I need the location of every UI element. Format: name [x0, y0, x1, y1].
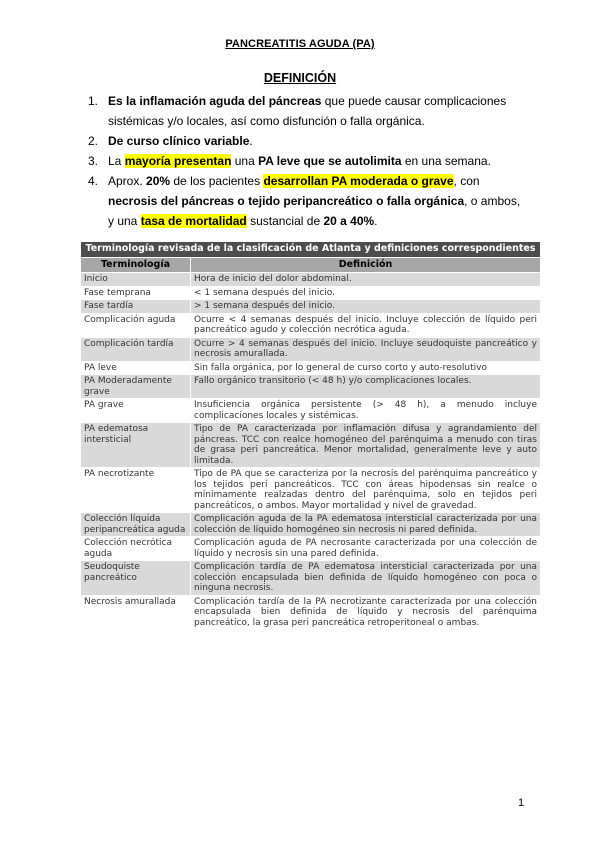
- table-row: [81, 361, 541, 375]
- table-row: [81, 273, 541, 287]
- definition-item-1: [88, 91, 528, 131]
- table-row: [81, 300, 541, 314]
- definition-cell: Complicación tardía de PA edematosa intersticial caracterizada por una colección encapsulada bien definida de líquido homogéneo con poca o ninguna necrosis.: [191, 561, 541, 596]
- table-row: [81, 375, 541, 399]
- term-cell: Complicación aguda: [81, 313, 191, 337]
- table-row: [81, 561, 541, 596]
- definition-cell: Ocurre > 4 semanas después del inicio. Incluye seudoquiste pancreático y necrosis amurallada.: [191, 337, 541, 361]
- term-cell: Complicación tardía: [81, 337, 191, 361]
- table-row: [81, 286, 541, 300]
- table-row: [81, 313, 541, 337]
- term-cell: PA grave: [81, 399, 191, 423]
- text-segment: en una semana.: [401, 154, 491, 168]
- list-line: [108, 91, 528, 111]
- text-segment: , con: [453, 174, 480, 188]
- definition-cell: Complicación tardía de la PA necrotizante caracterizada por una colección encapsulada bien definida de líquido y necrosis del parénquima pancreático, la grasa peri pancreática retroperitoneal o ambas.: [191, 595, 541, 630]
- text-segment: Aprox.: [108, 174, 147, 188]
- definition-list: [88, 91, 528, 231]
- highlighted-text: mayoría presentan: [124, 154, 232, 168]
- text-segment: .: [249, 134, 253, 148]
- list-number: 2.: [88, 134, 99, 148]
- definition-item-2: [88, 131, 528, 151]
- text-segment: de los pacientes: [170, 174, 264, 188]
- table-body: [81, 273, 541, 630]
- text-segment: que puede causar complicaciones: [321, 94, 507, 108]
- list-line: [108, 151, 528, 171]
- highlighted-text: desarrollan PA moderada o grave: [263, 174, 454, 188]
- page-number: 1: [518, 797, 525, 809]
- term-cell: Fase tardía: [81, 300, 191, 314]
- term-cell: Fase temprana: [81, 286, 191, 300]
- list-line: [108, 171, 528, 191]
- table-row: [81, 595, 541, 630]
- table-caption: Terminología revisada de la clasificación de Atlanta y definiciones correspondientes: [81, 242, 541, 258]
- bold-text: De curso clínico variable: [108, 134, 250, 148]
- definition-cell: Insuficiencia orgánica persistente (> 48 h), a menudo incluye complicaciones locales y sistémicas.: [191, 399, 541, 423]
- definition-cell: Tipo de PA caracterizada por inflamación difusa y agrandamiento del páncreas. TCC con realce homogéneo del parénquima a menudo con tiras de grasa peri pancreática. Menor mortalidad, generalmente leve y auto limitada.: [191, 423, 541, 468]
- definition-cell: Fallo orgánico transitorio (< 48 h) y/o complicaciones locales.: [191, 375, 541, 399]
- bold-text: necrosis del páncreas o tejido peripancreático o falla orgánica: [108, 194, 465, 208]
- highlighted-text: tasa de mortalidad: [140, 214, 247, 228]
- bold-text: PA leve que se autolimita: [258, 154, 402, 168]
- list-continuation: [108, 191, 528, 211]
- list-number: 3.: [88, 154, 99, 168]
- term-cell: Colección líquida peripancreática aguda: [81, 513, 191, 537]
- definition-cell: > 1 semana después del inicio.: [191, 300, 541, 314]
- text-segment: una: [231, 154, 259, 168]
- definition-cell: Complicación aguda de PA necrosante caracterizada por una colección de líquido y necrosis sin una pared definida.: [191, 537, 541, 561]
- definition-cell: Tipo de PA que se caracteriza por la necrosis del parénquima pancreático y los tejidos peri pancreáticos. TCC con áreas hipodensas sin realce o mínimamente realzadas dentro del parénquima, solo en tejidos peri pancreáticos, o ambos. Mayor mortalidad y nivel de gravedad.: [191, 468, 541, 513]
- table-row: [81, 399, 541, 423]
- term-cell: PA edematosa intersticial: [81, 423, 191, 468]
- text-segment: .: [374, 214, 378, 228]
- term-cell: PA necrotizante: [81, 468, 191, 513]
- atlanta-table-container: [80, 241, 541, 630]
- term-cell: Necrosis amurallada: [81, 595, 191, 630]
- definition-cell: Hora de inicio del dolor abdominal.: [191, 273, 541, 287]
- definition-cell: < 1 semana después del inicio.: [191, 286, 541, 300]
- list-number: 1.: [88, 94, 99, 108]
- column-header-terminology: Terminología: [81, 257, 191, 273]
- term-cell: Inicio: [81, 273, 191, 287]
- term-cell: Colección necrótica aguda: [81, 537, 191, 561]
- list-continuation: sistémicas y/o locales, así como disfunción o falla orgánica.: [108, 114, 425, 128]
- bold-text: 20 a 40%: [323, 214, 375, 228]
- definition-item-3: [88, 151, 528, 171]
- definition-cell: Ocurre < 4 semanas después del inicio. Incluye colección de líquido peri pancreático agudo y colección necrótica aguda.: [191, 313, 541, 337]
- list-line: [108, 131, 528, 151]
- term-cell: PA Moderadamente grave: [81, 375, 191, 399]
- table-row: [81, 337, 541, 361]
- term-cell: PA leve: [81, 361, 191, 375]
- section-heading: DEFINICIÓN: [263, 71, 337, 85]
- atlanta-classification-table: [80, 241, 541, 630]
- table-row: [81, 423, 541, 468]
- text-segment: sustancial de: [246, 214, 324, 228]
- definition-cell: Complicación aguda de la PA edematosa intersticial caracterizada por una colección de líquido homogéneo sin necrosis ni pared definida.: [191, 513, 541, 537]
- text-segment: La: [108, 154, 125, 168]
- bold-text: Es la inflamación aguda del páncreas: [108, 94, 322, 108]
- bold-text: 20%: [146, 174, 171, 188]
- definition-cell: Sin falla orgánica, por lo general de curso corto y auto-resolutivo: [191, 361, 541, 375]
- column-header-definition: Definición: [191, 257, 541, 273]
- table-row: [81, 468, 541, 513]
- text-segment: y una: [108, 214, 141, 228]
- text-segment: , o ambos,: [464, 194, 521, 208]
- term-cell: Seudoquiste pancreático: [81, 561, 191, 596]
- table-row: [81, 537, 541, 561]
- list-number: 4.: [88, 174, 99, 188]
- definition-item-4: [88, 171, 528, 231]
- list-continuation: [108, 211, 528, 231]
- table-row: [81, 513, 541, 537]
- document-title: PANCREATITIS AGUDA (PA): [225, 38, 375, 50]
